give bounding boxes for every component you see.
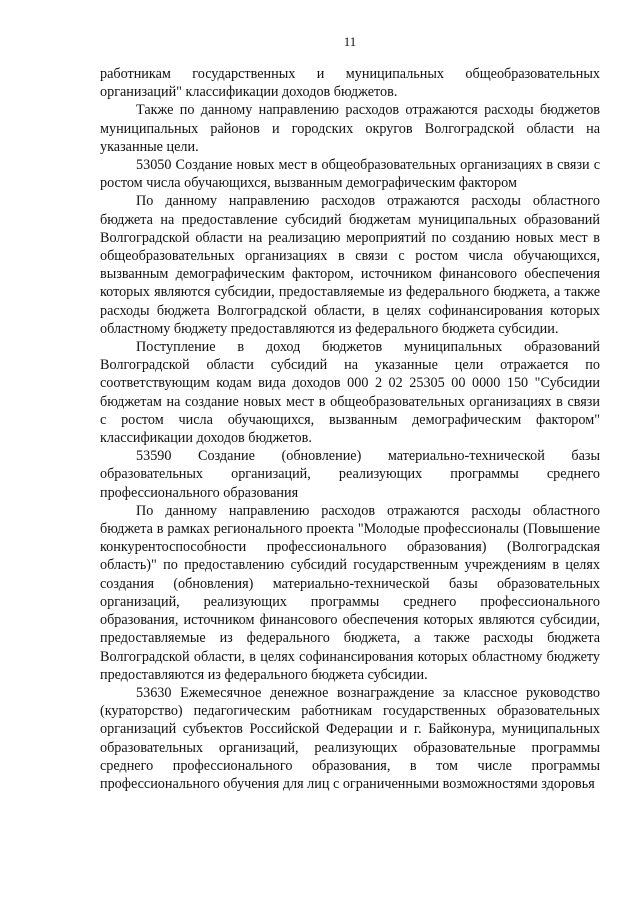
paragraph-53050-revenue: Поступление в доход бюджетов муниципальных образований Волгоградской области субсидий на указанные цели отражается по соответствующим кодам вида доходов 000 2 02 25305 00 0000 150 "Субсидии бюджетам на создание новых мест в общеобразовательных организациях в связи с ростом числа обучающихся, вызванным демографическим фактором" классификации доходов бюджетов. (100, 339, 600, 447)
document-page (100, 34, 600, 793)
paragraph-continuation: работникам государственных и муниципальных общеобразовательных организаций" классификации доходов бюджетов. (100, 66, 600, 101)
paragraph-53590-description: По данному направлению расходов отражаются расходы областного бюджета в рамках регионального проекта "Молодые профессионалы (Повышение конкурентоспособности профессионального образования) (Волгоградская область)" по предоставлению субсидий государственным учреждениям в целях создания (обновления) материально-технической базы образовательных организаций, реализующих программы среднего профессионального образования, источником финансового обеспечения которых являются субсидии, предоставляемые из федерального бюджета, а также расходы бюджета Волгоградской области, в целях софинансирования которых областному бюджету предоставляются из федерального бюджета субсидии. (100, 502, 600, 683)
section-heading-53590: 53590 Создание (обновление) материально-технической базы образовательных организаций, реализующих программы среднего профессионального образования (100, 448, 600, 501)
section-heading-53050: 53050 Создание новых мест в общеобразовательных организациях в связи с ростом числа обучающихся, вызванным демографическим фактором (100, 157, 600, 192)
paragraph-regional-budgets: Также по данному направлению расходов отражаются расходы бюджетов муниципальных районов и городских округов Волгоградской области на указанные цели. (100, 102, 600, 155)
paragraph-53050-description: По данному направлению расходов отражаются расходы областного бюджета на предоставление субсидий бюджетам муниципальных образований Волгоградской области на реализацию мероприятий по созданию новых мест в общеобразовательных организациях в связи с ростом числа обучающихся, вызванным демографическим фактором, источником финансового обеспечения которых являются субсидии, предоставляемые из федерального бюджета, а также расходы бюджета Волгоградской области, в целях софинансирования которых областному бюджету предоставляются из федерального бюджета субсидии. (100, 193, 600, 337)
page-number: 11 (343, 34, 357, 49)
section-heading-53630: 53630 Ежемесячное денежное вознаграждение за классное руководство (кураторство) педагогическим работникам государственных образовательных организаций субъектов Российской Федерации и г. Байконура, муниципальных образовательных организаций, реализующих образовательные программы среднего профессионального образования, в том числе программы профессионального обучения для лиц с ограниченными возможностями здоровья (100, 684, 600, 792)
